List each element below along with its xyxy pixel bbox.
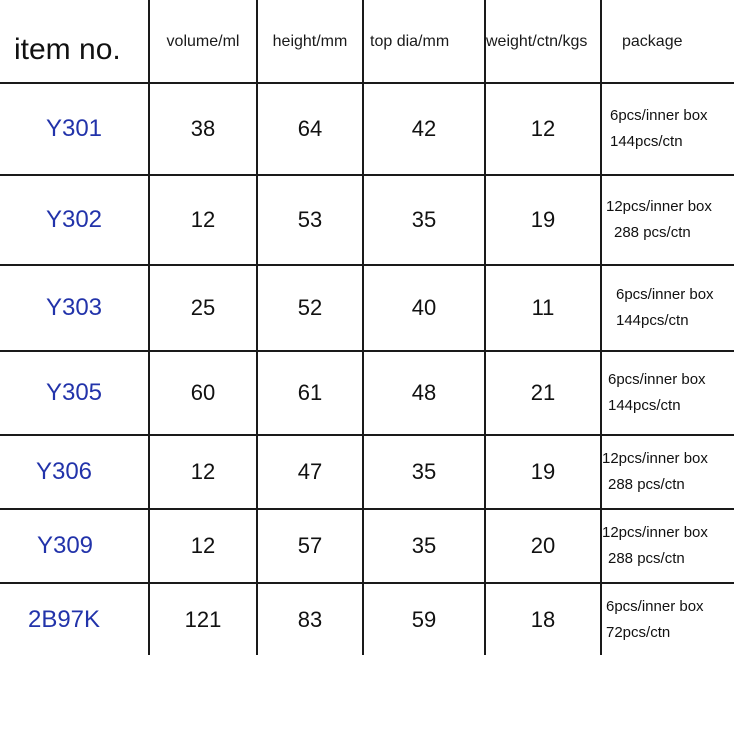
package-ctn: 288 pcs/ctn <box>608 550 685 567</box>
weight-value: 11 <box>531 295 555 320</box>
package-info <box>602 510 734 582</box>
weight-value: 12 <box>530 116 556 141</box>
top-dia-value: 59 <box>411 606 437 632</box>
height-value: 47 <box>297 459 323 484</box>
top-dia-value: 35 <box>411 533 437 558</box>
header-item-no: item no. <box>14 33 121 66</box>
package-ctn: 144pcs/ctn <box>610 133 683 150</box>
weight-value: 19 <box>530 459 556 484</box>
volume-value: 12 <box>190 459 216 484</box>
volume-value: 121 <box>184 606 222 632</box>
package-info <box>602 584 734 655</box>
package-ctn: 144pcs/ctn <box>616 312 689 329</box>
package-ctn: 288 pcs/ctn <box>608 476 685 493</box>
top-dia-value: 35 <box>411 207 437 232</box>
weight-value: 21 <box>530 380 556 405</box>
item-number: Y309 <box>36 532 94 559</box>
package-inner-box: 6pcs/inner box <box>606 597 704 615</box>
package-inner-box: 6pcs/inner box <box>616 286 714 303</box>
item-number: Y303 <box>45 294 103 321</box>
package-ctn: 288 pcs/ctn <box>614 224 691 241</box>
height-value: 83 <box>297 606 323 632</box>
volume-value: 12 <box>190 533 216 558</box>
header-package: package <box>622 33 683 50</box>
top-dia-value: 42 <box>411 116 437 141</box>
height-value: 61 <box>297 380 323 405</box>
header-volume: volume/ml <box>166 33 240 50</box>
item-number: Y305 <box>45 379 103 406</box>
header-height: height/mm <box>272 33 348 50</box>
height-value: 57 <box>297 533 323 558</box>
package-inner-box: 12pcs/inner box <box>606 198 712 215</box>
top-dia-value: 40 <box>411 295 437 320</box>
package-info <box>602 84 734 174</box>
weight-value: 20 <box>530 533 556 558</box>
weight-value: 19 <box>530 207 556 232</box>
item-number: Y301 <box>45 115 103 142</box>
top-dia-value: 35 <box>411 459 437 484</box>
package-inner-box: 6pcs/inner box <box>610 107 708 124</box>
header-top-dia: top dia/mm <box>370 33 450 50</box>
header-weight: weight/ctn/kgs <box>486 33 588 50</box>
package-ctn: 144pcs/ctn <box>608 397 681 414</box>
package-inner-box: 12pcs/inner box <box>602 450 708 467</box>
top-dia-value: 48 <box>411 380 437 405</box>
height-value: 52 <box>297 295 323 320</box>
height-value: 53 <box>297 207 323 232</box>
package-info <box>602 176 734 264</box>
volume-value: 60 <box>190 380 216 405</box>
item-number: Y302 <box>45 206 103 233</box>
height-value: 64 <box>297 116 323 141</box>
item-number: Y306 <box>35 458 93 485</box>
package-inner-box: 12pcs/inner box <box>602 524 708 541</box>
package-info <box>602 436 734 508</box>
volume-value: 38 <box>190 116 216 141</box>
volume-value: 25 <box>190 295 216 320</box>
package-info <box>602 352 734 434</box>
weight-value: 18 <box>530 606 556 632</box>
package-ctn: 72pcs/ctn <box>606 623 671 641</box>
volume-value: 12 <box>190 207 216 232</box>
package-inner-box: 6pcs/inner box <box>608 371 706 388</box>
item-number: 2B97K <box>27 605 101 633</box>
package-info <box>602 266 734 350</box>
